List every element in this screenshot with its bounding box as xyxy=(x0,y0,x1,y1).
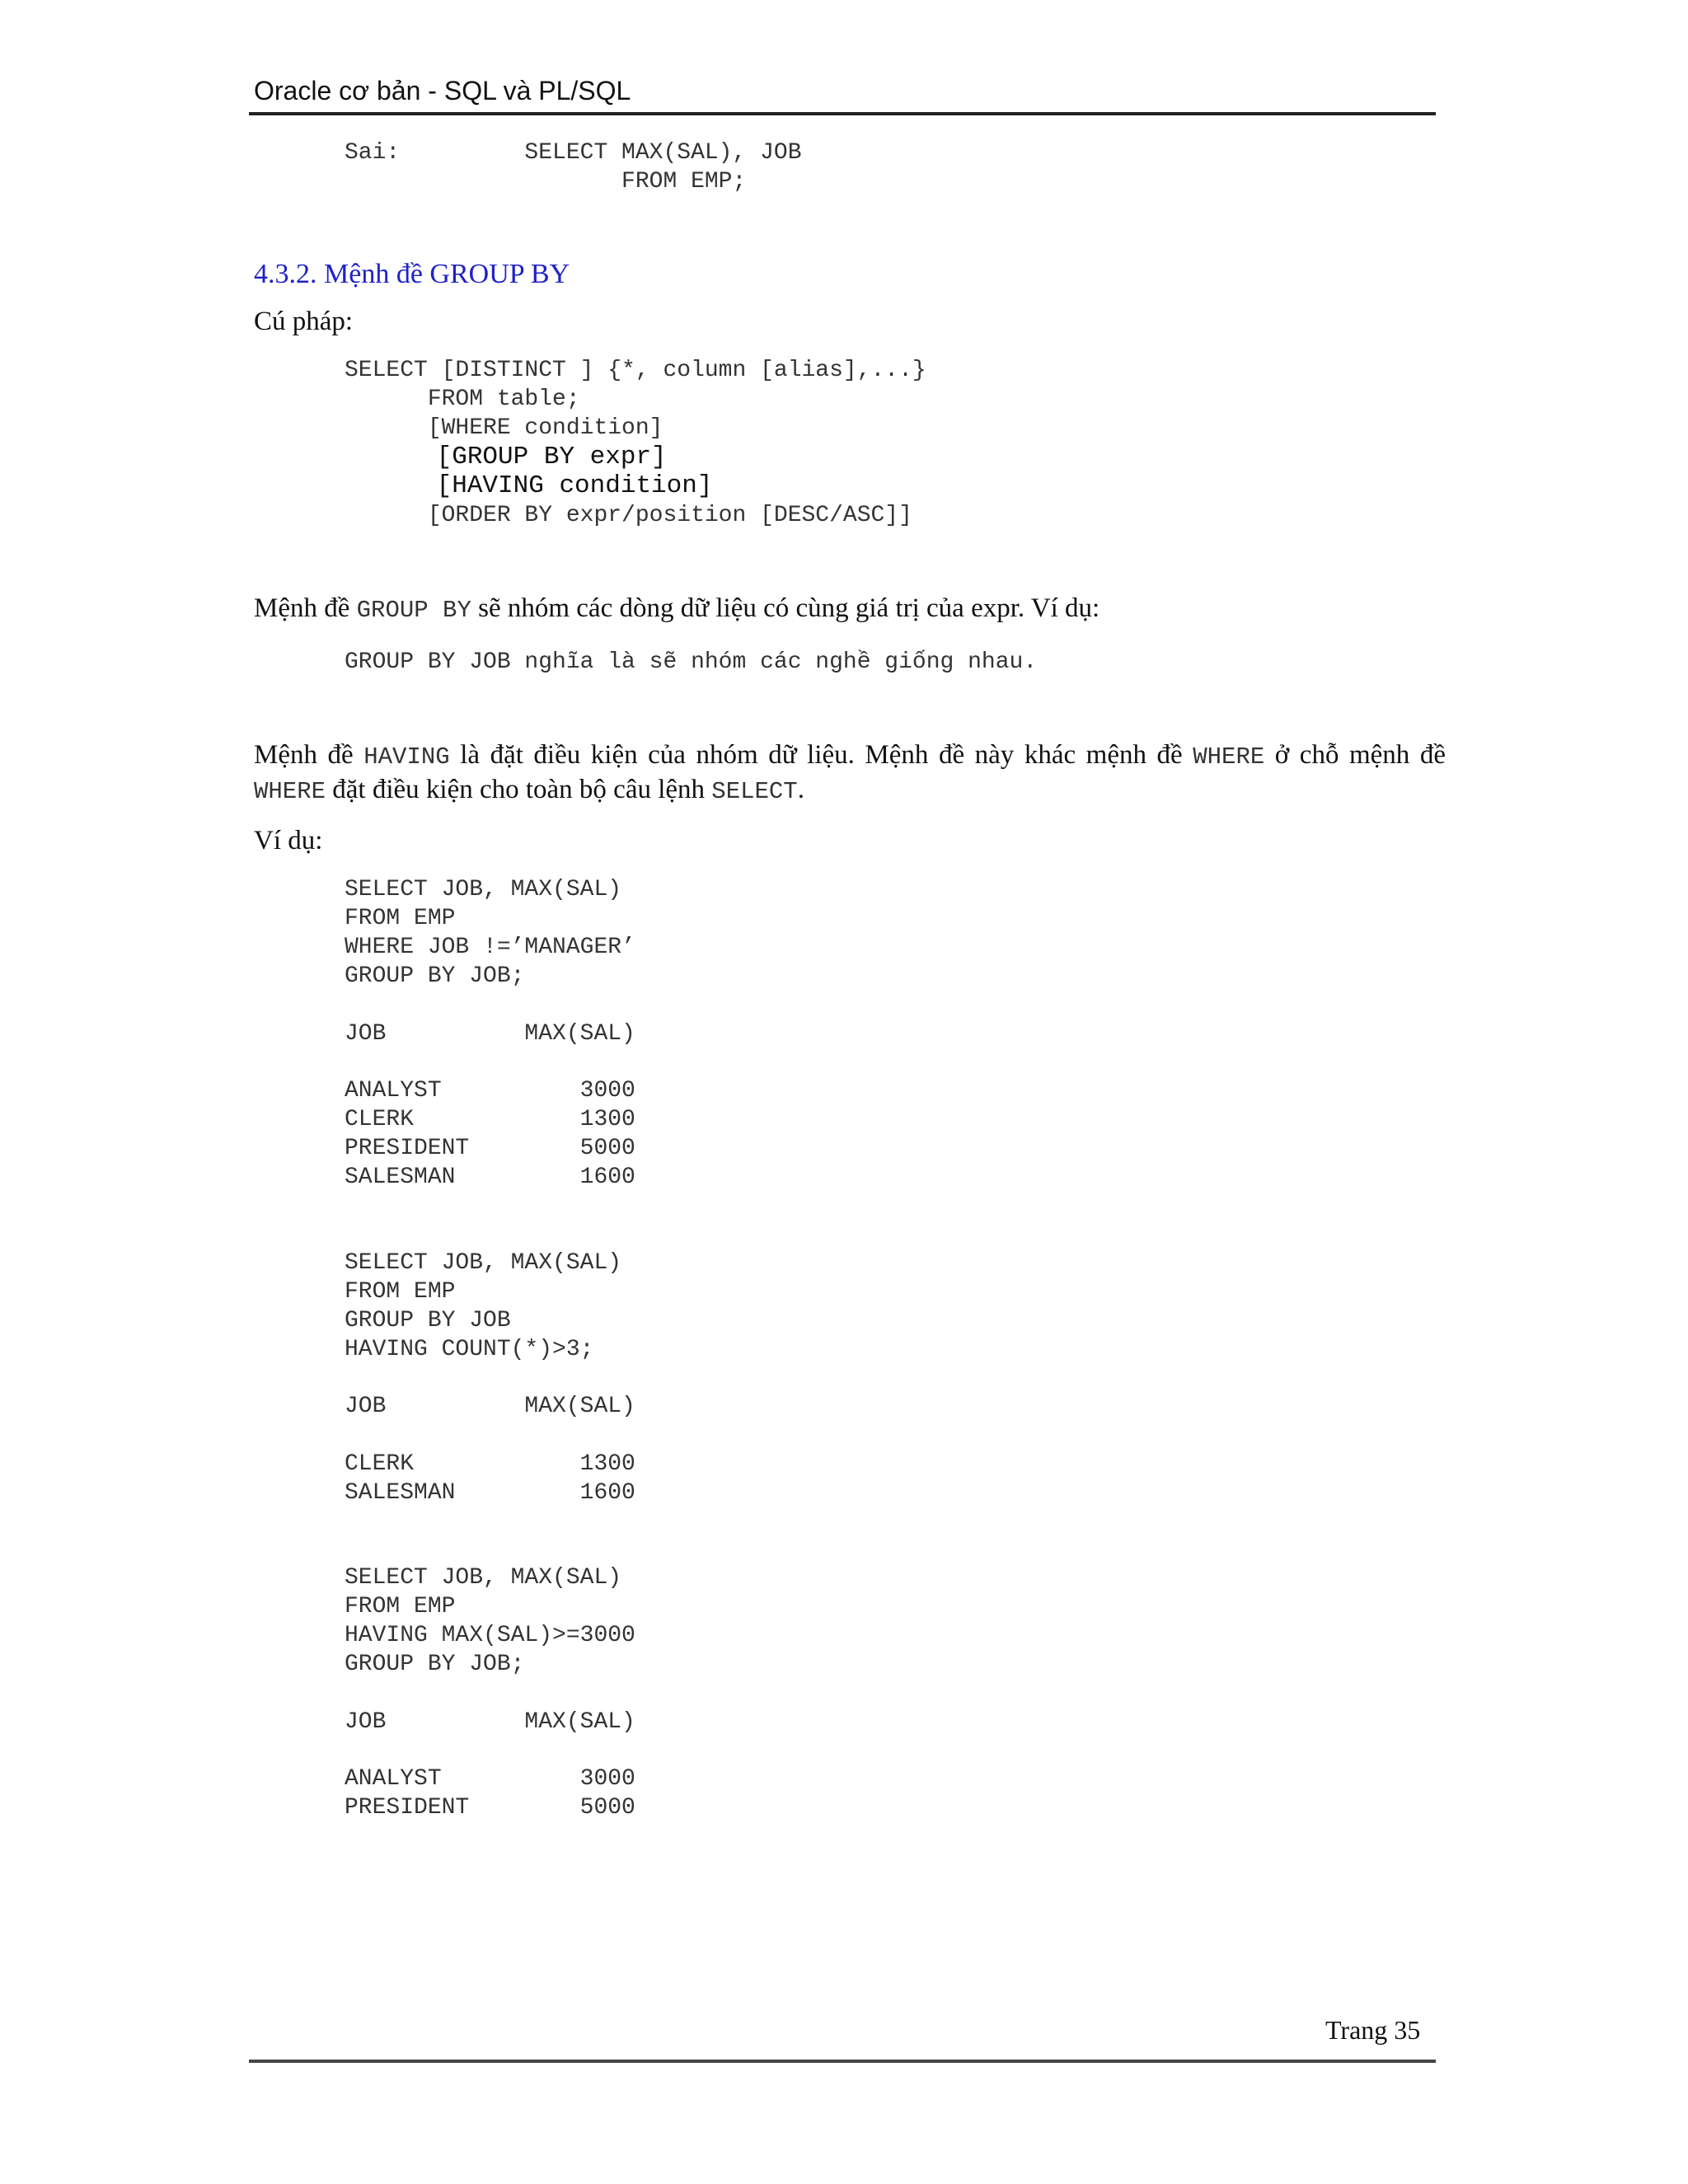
syntax-label: Cú pháp: xyxy=(254,307,354,336)
group-by-paragraph xyxy=(254,593,1100,624)
ex2-row-2: SALESMAN 1600 xyxy=(345,1480,635,1506)
ex2-row-1: CLERK 1300 xyxy=(345,1451,635,1477)
header-rule xyxy=(249,112,1436,115)
ex1-result-header: JOB MAX(SAL) xyxy=(345,1021,635,1047)
having-paragraph-line-1 xyxy=(254,740,1446,771)
ex1-row-1: ANALYST 3000 xyxy=(345,1078,635,1104)
group-by-prefix: Mệnh đề xyxy=(254,593,357,623)
sai-line-2: FROM EMP; xyxy=(345,169,747,194)
ex3-query-4: GROUP BY JOB; xyxy=(345,1652,525,1677)
ex1-query-1: SELECT JOB, MAX(SAL) xyxy=(345,877,622,902)
ex1-query-4: GROUP BY JOB; xyxy=(345,963,525,989)
syntax-line-4: [GROUP BY expr] xyxy=(345,443,667,471)
ex1-row-3: PRESIDENT 5000 xyxy=(345,1136,635,1161)
ex1-row-2: CLERK 1300 xyxy=(345,1107,635,1132)
group-by-suffix: sẽ nhóm các dòng dữ liệu có cùng giá trị của expr. Ví dụ: xyxy=(471,593,1100,623)
page-header-title: Oracle cơ bản - SQL và PL/SQL xyxy=(254,76,631,105)
having-paragraph-line-2 xyxy=(254,775,804,805)
group-by-code: GROUP BY xyxy=(356,597,471,624)
sai-line-1: Sai: SELECT MAX(SAL), JOB xyxy=(345,140,802,166)
ex2-query-2: FROM EMP xyxy=(345,1279,456,1305)
ex3-query-1: SELECT JOB, MAX(SAL) xyxy=(345,1565,622,1591)
having-text-5: . xyxy=(797,775,804,804)
having-text-4: đặt điều kiện cho toàn bộ câu lệnh xyxy=(326,775,712,804)
syntax-line-6: [ORDER BY expr/position [DESC/ASC]] xyxy=(345,503,912,528)
section-heading: 4.3.2. Mệnh đề GROUP BY xyxy=(254,259,570,289)
having-code-4: SELECT xyxy=(711,778,798,805)
having-text-1: Mệnh đề xyxy=(254,740,364,770)
ex2-query-1: SELECT JOB, MAX(SAL) xyxy=(345,1250,622,1276)
footer-rule xyxy=(249,2060,1436,2063)
group-by-example: GROUP BY JOB nghĩa là sẽ nhóm các nghề giống nhau. xyxy=(345,649,1038,675)
page-number: Trang 35 xyxy=(1325,2015,1421,2045)
ex3-query-3: HAVING MAX(SAL)>=3000 xyxy=(345,1623,635,1648)
having-text-2: là đặt điều kiện của nhóm dữ liệu. Mệnh đề này khác mệnh đề xyxy=(449,740,1193,770)
ex2-result-header: JOB MAX(SAL) xyxy=(345,1394,635,1419)
syntax-line-5: [HAVING condition] xyxy=(345,471,713,500)
ex1-query-3: WHERE JOB !=’MANAGER’ xyxy=(345,935,635,960)
example-label: Ví dụ: xyxy=(254,826,323,855)
syntax-line-3: [WHERE condition] xyxy=(345,415,663,441)
having-code-1: HAVING xyxy=(363,743,450,771)
ex1-row-4: SALESMAN 1600 xyxy=(345,1165,635,1190)
ex2-query-3: GROUP BY JOB xyxy=(345,1308,511,1333)
ex2-query-4: HAVING COUNT(*)>3; xyxy=(345,1337,594,1362)
ex3-result-header: JOB MAX(SAL) xyxy=(345,1709,635,1735)
having-code-3: WHERE xyxy=(254,778,326,805)
syntax-line-2: FROM table; xyxy=(345,387,580,412)
ex3-row-1: ANALYST 3000 xyxy=(345,1766,635,1792)
ex3-query-2: FROM EMP xyxy=(345,1594,456,1619)
ex1-query-2: FROM EMP xyxy=(345,906,456,931)
syntax-line-1: SELECT [DISTINCT ] {*, column [alias],...} xyxy=(345,358,926,383)
having-code-2: WHERE xyxy=(1193,743,1265,771)
having-text-3: ở chỗ mệnh đề xyxy=(1264,740,1446,770)
ex3-row-2: PRESIDENT 5000 xyxy=(345,1795,635,1821)
